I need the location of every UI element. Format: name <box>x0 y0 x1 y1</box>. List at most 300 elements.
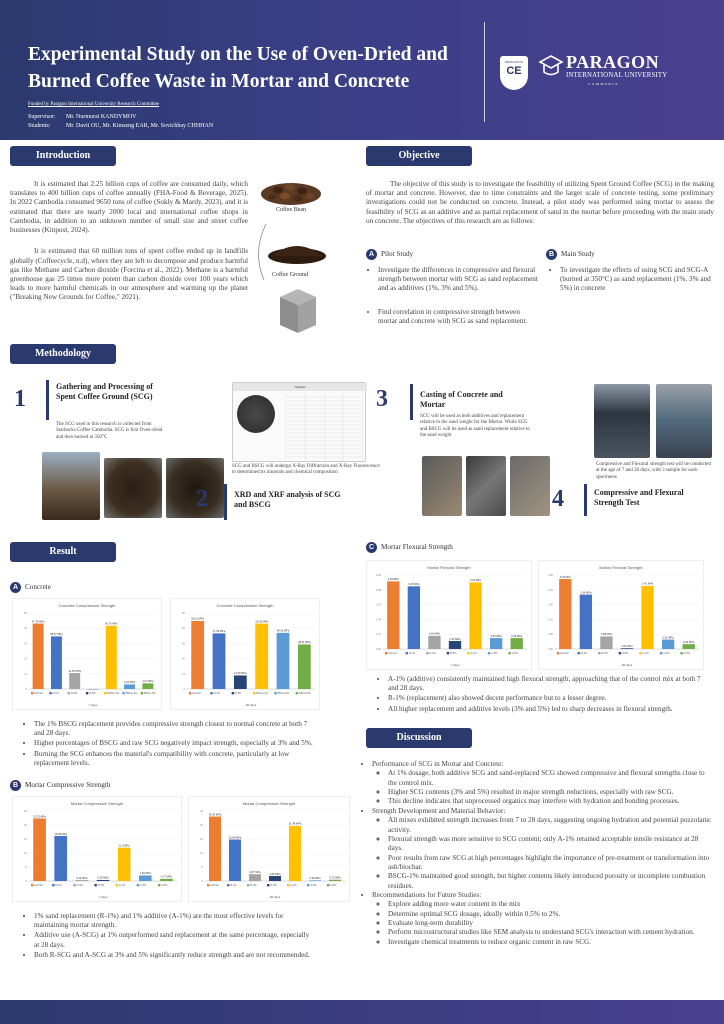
chart-title: Mortar Compressive Strength <box>242 801 296 806</box>
bar <box>142 683 153 689</box>
pilot-study-list <box>370 266 540 330</box>
university-country: CAMBODIA <box>588 82 620 86</box>
funding-note: Funded by Paragon International University Research Committee <box>28 102 160 107</box>
list-item: • Investigate the differences in compressive and flexural strength between mortar with SCG as sand replacement and as additives (1%, 3% and 5%). <box>378 266 540 294</box>
data-label: 0.68 MPa <box>600 633 612 637</box>
legend-label: R-1% <box>55 884 62 887</box>
chart-concrete-7d <box>12 598 162 710</box>
mortar-compressive-findings <box>26 912 316 961</box>
list-item: ◦ This decline indicates that unprocessed organics may interfere with hydration and bonding processes. <box>388 797 714 806</box>
legend-label: R-1% <box>580 652 588 655</box>
legend-label: Normal <box>34 884 43 887</box>
scg-tray-photo <box>104 458 162 518</box>
mortar-compressive-title <box>10 780 110 791</box>
data-label: 3.32 MPa <box>124 681 136 685</box>
concrete-badge: A <box>10 582 21 593</box>
legend-label: R-5% <box>270 884 277 887</box>
header-divider <box>484 22 485 122</box>
students-label: Students: <box>28 122 51 129</box>
y-tick-label: 2.40 <box>547 603 553 607</box>
y-tick-label: 10 <box>24 852 27 855</box>
legend-swatch <box>232 692 234 694</box>
bar <box>621 648 633 649</box>
bar <box>580 595 592 649</box>
y-tick-label: 11 <box>24 672 27 676</box>
data-label: 36.83 MPa <box>208 813 222 817</box>
bar <box>428 636 440 649</box>
discussion-list <box>364 760 714 947</box>
legend-label: BSCG-1% <box>107 692 120 695</box>
legend-label: A-5% <box>330 884 337 887</box>
legend-swatch <box>31 884 33 886</box>
legend-swatch <box>287 884 289 886</box>
data-label: 4.07 MPa <box>142 680 154 684</box>
bar <box>255 624 268 689</box>
scg-sample-photo <box>237 395 275 433</box>
list-item: ◦ Evaluate long-term durability <box>388 919 714 928</box>
xrd-table-header: Sample <box>233 383 367 391</box>
legend-label: R-5% <box>450 652 457 655</box>
legend-label: Normal <box>192 692 201 695</box>
data-label: 0.38 MPa <box>97 876 109 880</box>
legend-swatch <box>557 652 559 654</box>
step-1-bar <box>46 380 49 420</box>
legend-label: Normal <box>210 884 219 887</box>
concrete-title <box>10 582 51 593</box>
list-item: • 1% sand replacement (R-1%) and 1% additive (A-1%) are the most effective levels for maintaining mortar strength. <box>34 912 316 930</box>
x-axis-label: 7 days <box>450 663 460 667</box>
discussion-item <box>372 807 714 891</box>
step-4-text: Compressive and Flexural strength test will be conducted at the age of 7 and 28 days, with 3 sample for each specimens <box>596 462 711 480</box>
list-item: ◦ All mixes exhibited strength increases from 7 to 28 days, suggesting ongoing hydration and potential pozzolanic activity. <box>388 816 714 835</box>
list-item: • Higher percentages of BSCG and raw SCG negatively impact strength, especially at 3% and 5%. <box>34 739 316 748</box>
step-2-text: SCG and BSCG will undergo X-Ray Diffraction and X-Ray Fluorescence to determined its minerals and chemical composition <box>232 464 380 476</box>
y-tick-label: 3.60 <box>375 574 381 577</box>
y-tick-label: 25 <box>24 810 27 813</box>
main-badge: B <box>546 249 557 260</box>
bar <box>641 586 653 649</box>
data-label: 0.77 MPa <box>160 875 172 879</box>
bar <box>309 880 321 881</box>
step-1-text: The SCG used in this research is collected from Starbucks Coffee Cambodia. SCG is first Oven-dried and then burned at 350°C <box>56 422 163 440</box>
step-4-bar <box>584 484 587 516</box>
data-label: 3.78 MPa <box>559 575 571 579</box>
legend-swatch <box>68 692 70 694</box>
discussion-heading: Discussion <box>366 728 472 748</box>
legend-label: BSCG-1% <box>256 692 268 695</box>
pilot-study-title <box>366 249 413 260</box>
y-tick-label: 8 <box>201 866 203 869</box>
legend-swatch <box>274 692 276 694</box>
bar <box>249 874 261 881</box>
list-item: ◦ At 1% dosage, both additive SCG and sand-replaced SCG showed compressive and flexural strengths close to the control mix. <box>388 769 714 788</box>
legend-swatch <box>247 884 249 886</box>
y-tick-label: 5 <box>25 866 27 869</box>
objective-paragraph: The objective of this study is to investigate the feasibility of utilizing Spent Ground Coffee (SCG) in the making of mortar and concrete. However, due to time constraints and the larger scale of concrete testing, some preliminary investigations could not be conducted on concrete. Instead, a pilot study was performed using mortar to assess the feasibility of SCG as an additive and as partial replacement of sand in the mortar before proceeding with the main study on concrete. The objectives of this research are as follows: <box>366 180 714 225</box>
introduction-body <box>10 180 248 303</box>
bar <box>329 880 341 881</box>
data-label: 38.07 MPa <box>50 633 63 637</box>
list-item: ◦ Poor results from raw SCG at high percentages highlight the importance of pre-treatment or transformation into ash/biochar. <box>388 854 714 873</box>
bar <box>559 579 571 649</box>
legend-swatch <box>158 884 160 886</box>
x-axis-label: 28 days <box>245 703 257 707</box>
legend-label: R-3% <box>235 692 242 695</box>
bar <box>209 817 221 881</box>
legend-label: R-1% <box>230 884 237 887</box>
bar <box>213 633 226 689</box>
main-study-title <box>546 249 595 260</box>
main-study-list <box>552 266 712 298</box>
bar <box>229 840 241 881</box>
objective-body <box>366 180 714 226</box>
legend-label: A-5% <box>683 652 690 655</box>
legend-label: R-5% <box>622 652 629 655</box>
bar <box>51 636 62 689</box>
y-tick-label: 22 <box>24 657 27 661</box>
introduction-heading: Introduction <box>10 146 116 166</box>
bar <box>511 638 523 649</box>
list-item: ◦ Flexural strength was more sensitive to SCG content; only A-1% retained acceptable tensile resistance at 28 days. <box>388 835 714 854</box>
intro-paragraph-1: It is estimated that 2.25 billion cups of coffee are consumed daily, which translates to 400 billion cups of coffee annually (FHA-Food & Beverage, 2025). In 2022 Cambodia consumed 9650 tons of coffee (Sokly & Mardy, 2023), and it is estimated that there are nearly 2000 local and international coffee shops in Cambodia, in addition to an unknown number of small size and street coffee businesses (Kinpost, 2024). <box>10 180 248 235</box>
discussion-item-title: Strength Development and Material Behavior: <box>372 806 506 815</box>
legend-label: A-3% <box>310 884 317 887</box>
bar <box>54 836 67 881</box>
data-label: 47.35 MPa <box>31 620 45 624</box>
mortar-compressive-badge: B <box>10 780 21 791</box>
methodology-heading: Methodology <box>10 344 116 364</box>
bar <box>662 640 674 649</box>
coffee-bean-image <box>258 178 324 206</box>
bar <box>469 582 481 649</box>
intro-paragraph-2: It is estimated that 60 million tons of spent coffee ended up in landfills globally (Coffeecycle, n.d), where they are left to decompose and produce harmful gas like Methane and Carbon dioxide (Forcina et al., 2022). Methane is a harmful greenhouse gas 25 times more potent than carbon dioxide over 100 years which leads to more harmful chemicals in our atmosphere and warming up the planet ("Breaking New Grounds for Coffee," 2021). <box>10 247 248 302</box>
xrd-table-grid <box>285 393 363 461</box>
bar <box>33 818 46 881</box>
poster-footer <box>0 1000 724 1024</box>
legend-swatch <box>189 692 191 694</box>
data-label: 2.94 MPa <box>580 591 592 595</box>
oven-photo <box>42 452 100 520</box>
data-label: 0.64 MPa <box>428 632 440 636</box>
legend-swatch <box>680 652 682 654</box>
data-label: 38.11 MPa <box>298 641 311 645</box>
legend-swatch <box>49 692 51 694</box>
poster-header <box>0 0 724 140</box>
list-item: ◦ Investigate chemical treatments to reduce organic content in raw SCG. <box>388 938 714 947</box>
y-tick-label: 0 <box>201 880 203 883</box>
legend-swatch <box>210 692 212 694</box>
y-tick-label: 32 <box>200 824 203 827</box>
data-label: 23.69 MPa <box>228 836 242 840</box>
y-tick-label: 26 <box>182 657 185 661</box>
legend-swatch <box>406 652 408 654</box>
y-tick-label: 0.72 <box>375 633 381 637</box>
y-tick-label: 15 <box>24 838 27 841</box>
bar <box>269 876 281 881</box>
legend-label: R-5% <box>89 692 96 695</box>
data-label: 3.24 MPa <box>470 579 482 583</box>
legend-label: A-1% <box>290 884 297 887</box>
legend-label: R-3% <box>601 652 608 655</box>
data-label: 22.33 MPa <box>33 815 46 819</box>
data-label: 0.04 MPa <box>621 645 633 649</box>
legend-swatch <box>619 652 621 654</box>
objective-heading: Objective <box>366 146 472 166</box>
list-item: • R-1% (replacement) also showed decent performance but to a lesser degree. <box>388 694 710 703</box>
legend-swatch <box>52 884 54 886</box>
concrete-block-image <box>276 287 320 335</box>
chart-mortar-flexural-28d <box>538 560 704 670</box>
bar <box>277 633 290 689</box>
legend-swatch <box>426 652 428 654</box>
y-tick-label: 0.00 <box>375 648 381 651</box>
university-subtitle: INTERNATIONAL UNIVERSITY <box>566 72 668 79</box>
chart-mortar-flexural-7d <box>366 560 532 670</box>
compression-machine-photo <box>594 384 650 458</box>
legend-swatch <box>86 692 88 694</box>
mortar-flexural-title-text: Mortar Flexural Strength <box>381 543 453 552</box>
bar <box>106 626 117 689</box>
legend-label: R-3% <box>76 884 83 887</box>
step-4-number: 4 <box>552 486 564 512</box>
coffee-ground-label: Coffee Ground <box>272 272 309 278</box>
y-tick-label: 39 <box>182 642 185 646</box>
mortar-flexural-badge: C <box>366 542 377 553</box>
bar <box>234 675 247 689</box>
xrd-table <box>232 382 366 462</box>
coffee-ground-image <box>266 236 328 266</box>
legend-label: A-3% <box>491 652 498 655</box>
legend-swatch <box>207 884 209 886</box>
bar <box>69 673 80 689</box>
chart-title: Mortar Flexural Strength <box>599 565 643 570</box>
data-label: 47.56 MPa <box>212 630 226 634</box>
step-1-title: Gathering and Processing of Spent Coffee Ground (SCG) <box>56 382 153 401</box>
y-tick-label: 0 <box>183 688 185 691</box>
mortar-flexural-title <box>366 542 453 553</box>
bar <box>191 621 204 689</box>
legend-label: A-1% <box>118 884 126 887</box>
y-tick-label: 33 <box>24 642 27 646</box>
data-label: 0.53 MPa <box>490 634 502 638</box>
legend-label: Normal <box>34 692 43 695</box>
list-item: • Burning the SCG enhances the material's compatibility with concrete, particularly at low replacement levels. <box>34 750 316 768</box>
legend-swatch <box>73 884 75 886</box>
legend-label: R-3% <box>429 652 436 655</box>
legend-swatch <box>307 884 309 886</box>
concrete-findings <box>26 720 316 769</box>
legend-swatch <box>385 652 387 654</box>
data-label: 0.26 MPa <box>683 640 695 644</box>
mortar-flexural-findings <box>380 675 710 715</box>
list-item: • Both R-SCG and A-SCG at 3% and 5% significantly reduce strength and are not recommended. <box>34 951 316 960</box>
legend-swatch <box>488 652 490 654</box>
bar <box>408 586 420 649</box>
step-2-number: 2 <box>196 486 208 512</box>
authors <box>28 113 213 130</box>
data-label: 11.55 MPa <box>68 669 81 673</box>
y-tick-label: 65 <box>182 612 185 615</box>
legend-swatch <box>31 692 33 694</box>
data-label: 0.38 MPa <box>309 877 321 881</box>
legend-swatch <box>508 652 510 654</box>
legend-swatch <box>639 652 641 654</box>
x-axis-label: 7 days <box>88 703 98 707</box>
legend-swatch <box>122 692 124 694</box>
y-tick-label: 2.88 <box>375 588 381 592</box>
bar <box>76 880 89 881</box>
legend-label: BSCG-3% <box>277 692 290 695</box>
pilot-badge: A <box>366 249 377 260</box>
step-3-bar <box>410 384 413 420</box>
coffee-bean-label: Coffee Bean <box>276 207 307 213</box>
data-label: 58.21 MPa <box>191 617 204 621</box>
step-3-text: SCG will be used as both additives and replacement relative to the sand weight for the Mortar. While SCG and BSCG will be used as sand replacement relative to the sand weight <box>420 414 530 438</box>
x-axis-label: 28 days <box>269 895 281 899</box>
chart-concrete-28d <box>170 598 320 710</box>
data-label: 48.03 MPa <box>276 629 290 633</box>
step-1-number: 1 <box>14 386 26 412</box>
data-label: 3.29 MPa <box>387 578 399 582</box>
legend-label: BSCG-5% <box>299 692 311 695</box>
legend-label: A-1% <box>470 652 477 655</box>
legend-swatch <box>267 884 269 886</box>
legend-swatch <box>227 884 229 886</box>
legend-label: BSCG-3% <box>125 692 138 695</box>
bar <box>139 875 152 881</box>
list-item: • A-1% (additive) consistently maintained high flexural strength, approaching that of the control mix at both 7 and 28 days. <box>388 675 710 693</box>
chart-title: Concrete Compressive Strength <box>216 603 274 608</box>
y-tick-label: 1.44 <box>375 618 381 622</box>
poster-title: Experimental Study on the Use of Oven-Dried and Burned Coffee Waste in Mortar and Concrete <box>28 44 448 92</box>
y-tick-label: 24 <box>200 838 203 841</box>
data-label: 0.73 MPa <box>329 876 341 880</box>
legend-swatch <box>447 652 449 654</box>
y-tick-label: 55 <box>24 612 27 615</box>
bar <box>683 644 695 649</box>
bar <box>490 638 502 649</box>
y-tick-label: 1.60 <box>547 618 553 622</box>
bar <box>124 684 135 689</box>
legend-label: R-1% <box>408 652 416 655</box>
legend-swatch <box>141 692 143 694</box>
legend-label: R-3% <box>70 692 78 695</box>
discussion-item <box>372 760 714 807</box>
step-2-title: XRD and XRF analysis of SCG and BSCG <box>234 490 341 509</box>
bar <box>449 641 461 649</box>
legend-label: A-3% <box>663 652 670 655</box>
legend-swatch <box>94 884 96 886</box>
ce-logo-top: PARAGON.IU <box>504 60 524 64</box>
x-axis-label: 7 days <box>98 895 108 899</box>
legend-label: R-3% <box>250 884 257 887</box>
data-label: 1.99 MPa <box>139 872 151 876</box>
bar <box>160 879 173 881</box>
ce-logo-text: CE <box>506 65 522 77</box>
legend-swatch <box>660 652 662 654</box>
legend-swatch <box>253 692 255 694</box>
students-names: Mr. Davit OU, Mr. Kimseng EAR, Mr. Sovichhay CHHHAN <box>66 122 214 129</box>
bscg-tray-photo <box>166 458 224 518</box>
supervisor-name: Mr. Nurmurat KANDYMOV <box>66 114 137 120</box>
y-tick-label: 13 <box>182 672 185 676</box>
chart-title: Mortar Compressive Strength <box>70 801 124 806</box>
chart-mortar-compressive-28d <box>188 796 350 902</box>
step-2-bar <box>224 484 227 520</box>
data-label: 3.87 MPa <box>249 871 261 875</box>
legend-swatch <box>137 884 139 886</box>
list-item: • To investigate the effects of using SCG and SCG-A (burned at 350°C) as sand replacement (1%, 3% and 5%) in concrete <box>560 266 712 294</box>
data-label: 11.9 MPa <box>118 844 130 848</box>
xrd-table-label: Coffee SCG <box>239 421 257 425</box>
legend-label: R-1% <box>213 692 220 695</box>
y-tick-label: 44 <box>24 627 27 631</box>
bar <box>289 826 301 881</box>
list-item: • Additive use (A-SCG) at 1% outperformed sand replacement at the same percentage, especially at 28 days. <box>34 931 316 949</box>
data-label: 0.51 MPa <box>662 636 674 640</box>
discussion-item <box>372 891 714 947</box>
data-label: 0.34 MPa <box>76 876 88 880</box>
main-title-text: Main Study <box>561 250 595 259</box>
bar <box>298 644 311 689</box>
legend-label: Normal <box>560 652 569 655</box>
data-label: 0.53 MPa <box>511 634 523 638</box>
list-item: ◦ Perform microstructural studies like SEM analysis to understand SCG's interaction with cement hydration. <box>388 928 714 937</box>
casting-photo-3 <box>510 456 550 516</box>
supervisor-label: Supervisor: <box>28 114 56 120</box>
data-label: 0.39 MPa <box>449 637 461 641</box>
y-tick-label: 0 <box>25 880 27 883</box>
data-label: 2.86 MPa <box>269 872 281 876</box>
bar <box>118 848 131 881</box>
university-logo-icon <box>538 54 564 80</box>
x-axis-label: 28 days <box>621 663 633 667</box>
step-4-title: Compressive and Flexural Strength Test <box>594 488 684 507</box>
mortar-compressive-title-text: Mortar Compressive Strength <box>25 781 111 790</box>
y-tick-label: 0.80 <box>547 633 553 637</box>
discussion-item-title: Performance of SCG in Mortar and Concrete: <box>372 760 504 768</box>
list-item: • The 1% BSCG replacement provides compressive strength closest to normal concrete at both 7 and 28 days. <box>34 720 316 738</box>
list-item: ◦ Determine optimal SCG dosage, ideally within 0.5% to 2%. <box>388 910 714 919</box>
y-tick-label: 3.20 <box>547 588 553 592</box>
data-label: 31.48 MPa <box>288 822 302 826</box>
legend-swatch <box>327 884 329 886</box>
list-item: ◦ BSCG-1% maintained good strength, but higher contents likely introduced porosity or incomplete combustion residues. <box>388 872 714 891</box>
legend-label: A-5% <box>161 884 168 887</box>
legend-swatch <box>116 884 118 886</box>
list-item: ◦ Explore adding more water content in the mix <box>388 900 714 909</box>
bar <box>97 880 110 881</box>
casting-photo-2 <box>466 456 506 516</box>
university-name: PARAGON <box>566 52 660 72</box>
bar <box>387 581 399 649</box>
y-tick-label: 20 <box>24 824 27 827</box>
legend-label: R-1% <box>52 692 59 695</box>
y-tick-label: 16 <box>200 852 203 855</box>
y-tick-label: 0.00 <box>547 648 553 651</box>
result-heading: Result <box>10 542 116 562</box>
chart-mortar-compressive-7d <box>12 796 182 902</box>
legend-label: A-5% <box>511 652 518 655</box>
legend-label: A-3% <box>140 884 147 887</box>
y-tick-label: 2.16 <box>375 603 381 607</box>
y-tick-label: 40 <box>200 810 203 813</box>
legend-swatch <box>104 692 106 694</box>
bar <box>33 624 44 689</box>
bar <box>600 636 612 649</box>
list-item: • Find correlation in compressive strength between mortar and concrete with SCG as sand replacement. <box>378 308 540 326</box>
legend-label: A-1% <box>642 652 649 655</box>
